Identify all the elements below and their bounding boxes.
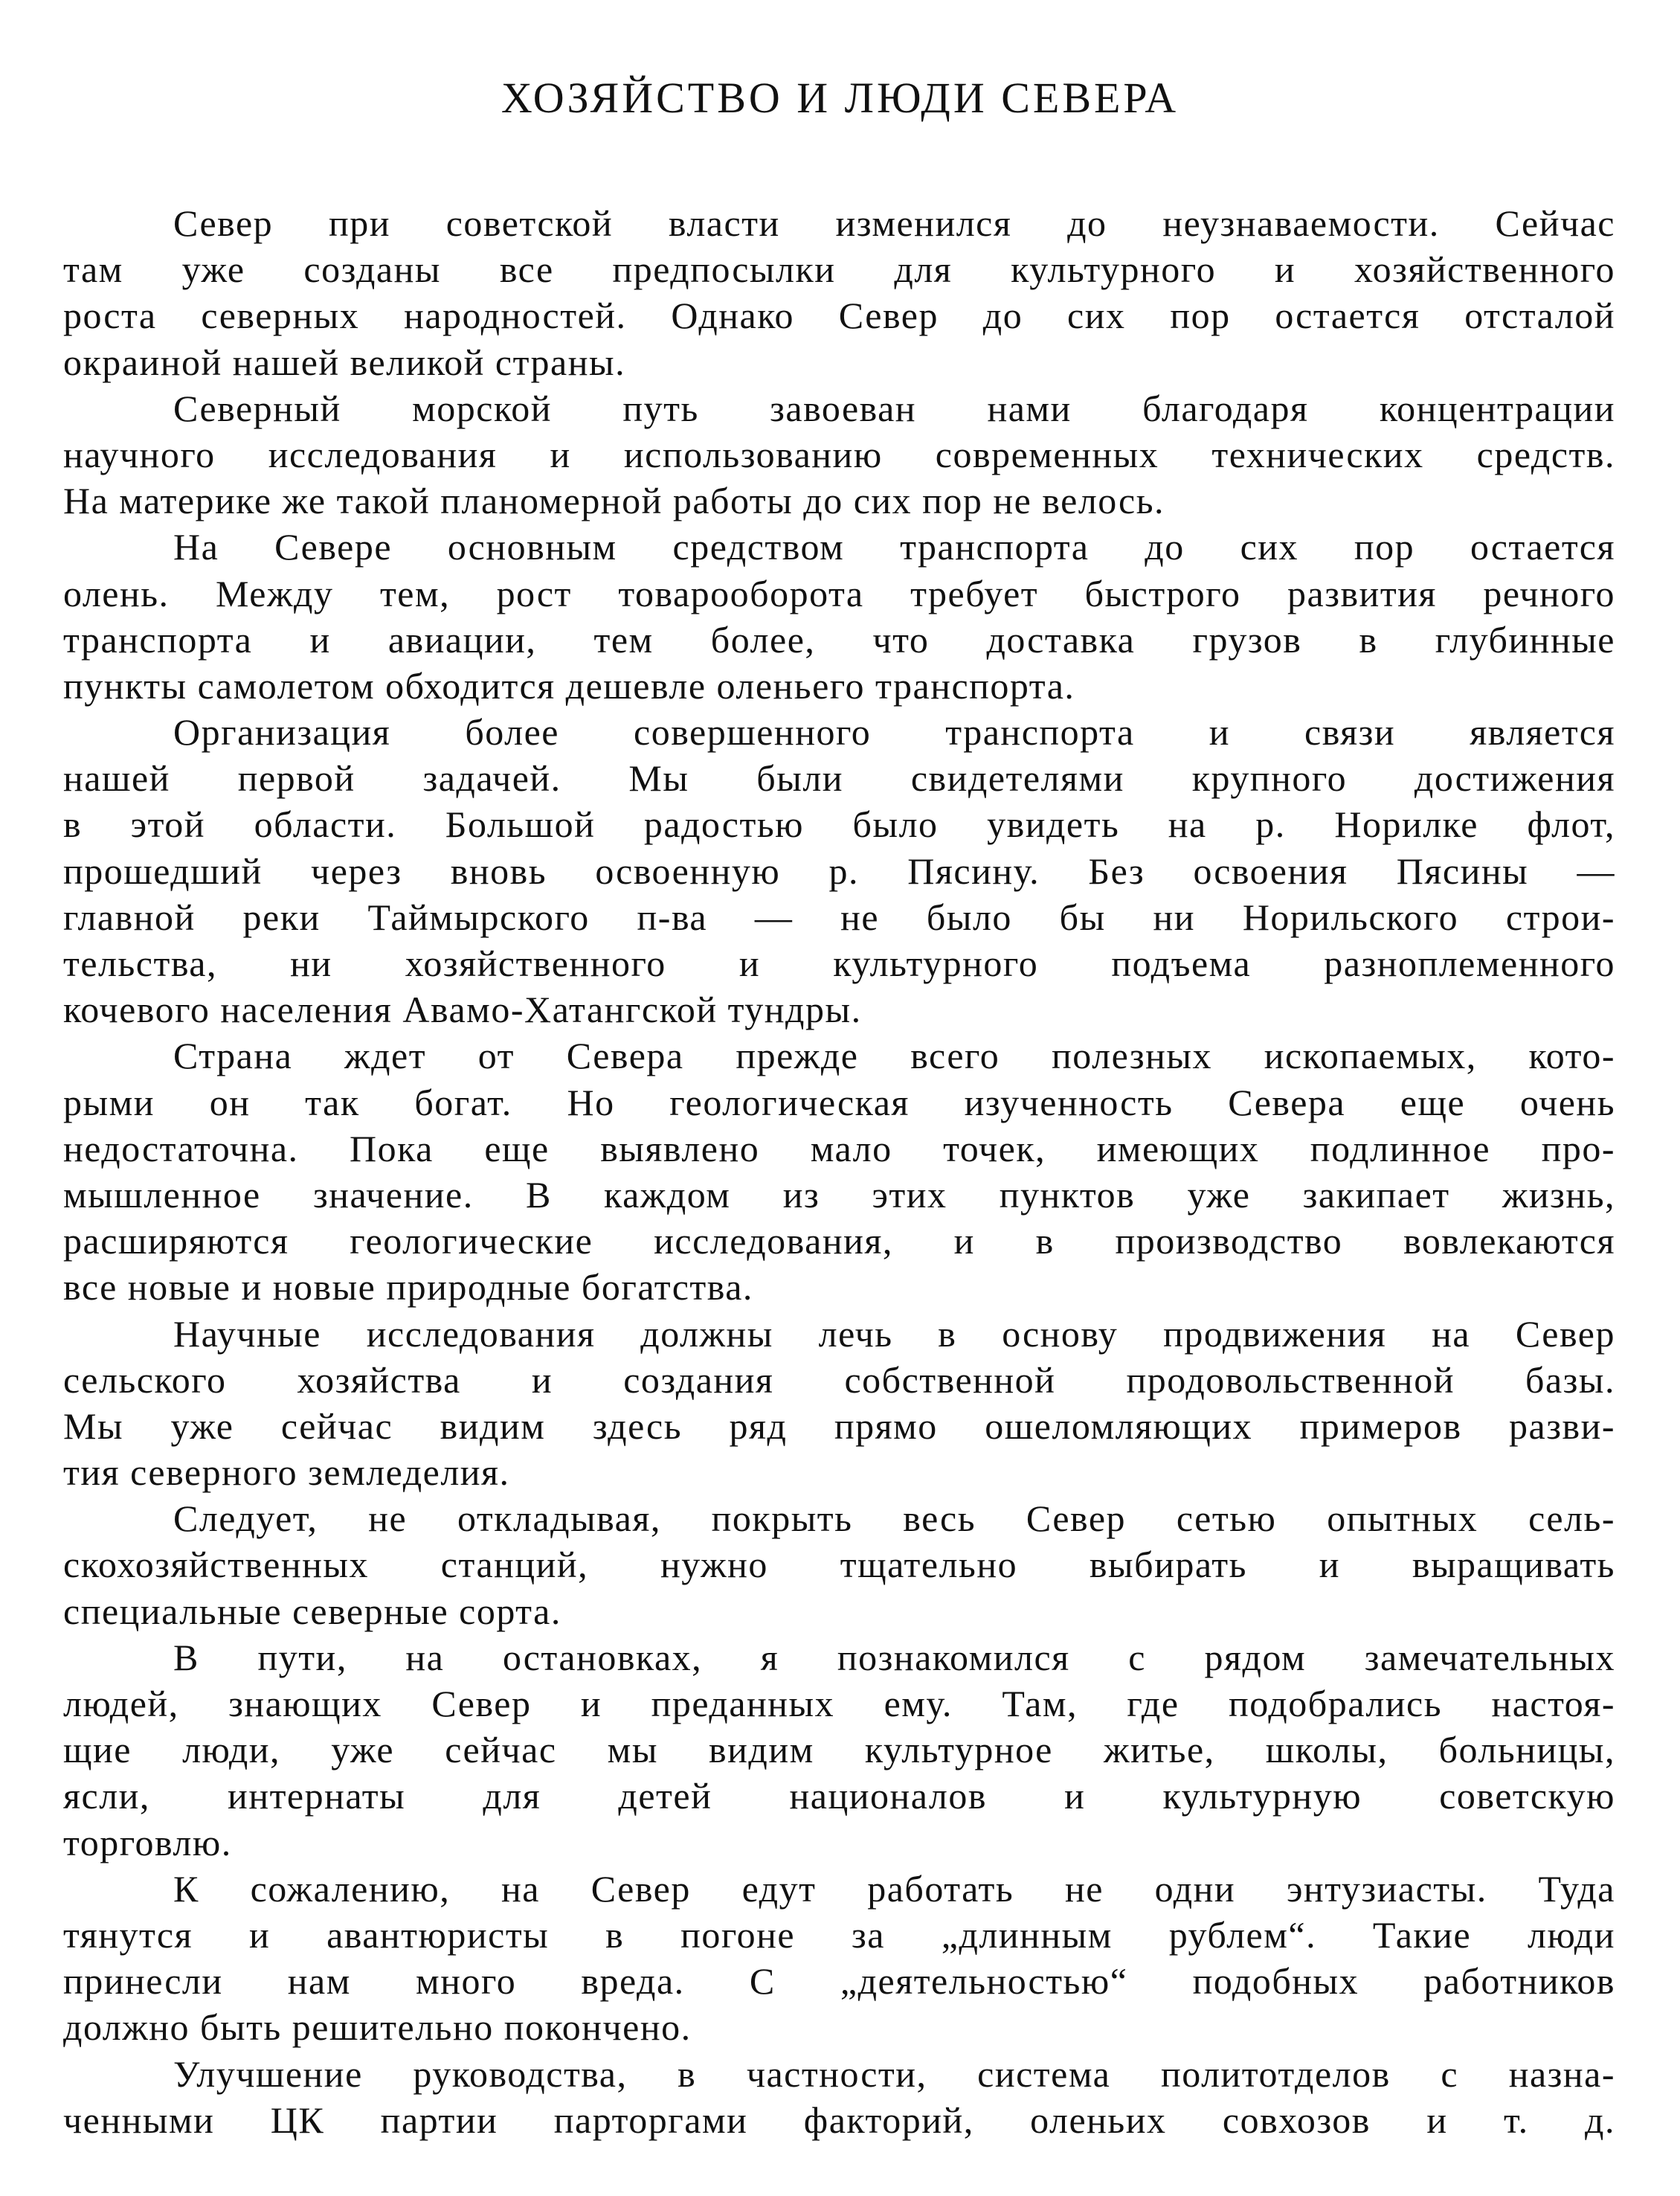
text-line: расширяются геологические исследования, и в производство вовлекаются xyxy=(63,1220,1615,1262)
text-line: ченными ЦК партии парторгами факторий, оленьих совхозов и т. д. xyxy=(63,2099,1615,2141)
text-line: Улучшение руководства, в частности, система политотделов с назна- xyxy=(173,2052,1615,2095)
paragraph xyxy=(63,524,1615,709)
text-line: должно быть решительно покончено. xyxy=(63,2006,692,2049)
paragraph xyxy=(63,1311,1615,1496)
text-line: Северный морской путь завоеван нами благодаря концентрации xyxy=(173,387,1615,429)
text-line: Организация более совершенного транспорта и связи является xyxy=(173,711,1615,754)
paragraph xyxy=(63,1033,1615,1310)
text-line: прошедший через вновь освоенную р. Пясину. Без освоения Пясины — xyxy=(63,850,1615,892)
text-line: в этой области. Большой радостью было увидеть на р. Норилке флот, xyxy=(63,803,1615,846)
body-text xyxy=(63,200,1615,2143)
text-line: все новые и новые природные богатства. xyxy=(63,1266,753,1309)
text-line: На материке же такой планомерной работы до сих пор не велось. xyxy=(63,480,1165,522)
text-line: кочевого населения Авамо-Хатангской тундры. xyxy=(63,989,862,1031)
text-line: тельства, ни хозяйственного и культурного подъема разноплеменного xyxy=(63,943,1615,984)
text-line: роста северных народностей. Однако Север до сих пор остается отсталой xyxy=(63,295,1615,337)
text-line: окраиной нашей великой страны. xyxy=(63,341,626,383)
paragraph xyxy=(63,709,1615,1033)
text-line: К сожалению, на Север едут работать не одни энтузиасты. Туда xyxy=(173,1867,1615,1910)
text-line: научного исследования и использованию современных технических средств. xyxy=(63,433,1615,475)
text-line: главной реки Таймырского п-ва — не было бы ни Норильского строи- xyxy=(63,896,1615,938)
text-line: Север при советской власти изменился до неузнаваемости. Сейчас xyxy=(173,202,1615,244)
text-line: Мы уже сейчас видим здесь ряд прямо ошеломляющих примеров разви- xyxy=(63,1404,1615,1447)
paragraph xyxy=(63,200,1615,385)
text-line: скохозяйственных станций, нужно тщательно выбирать и выращивать xyxy=(63,1544,1615,1586)
text-line: Страна ждет от Севера прежде всего полезных ископаемых, кото- xyxy=(173,1035,1615,1077)
paragraph xyxy=(63,1495,1615,1634)
text-line: ясли, интернаты для детей националов и культурную советскую xyxy=(63,1775,1615,1817)
text-line: специальные северные сорта. xyxy=(63,1590,561,1632)
text-line: олень. Между тем, рост товарооборота требует быстрого развития речного xyxy=(63,572,1615,614)
text-line: принесли нам много вреда. С „деятельностью“ подобных работников xyxy=(63,1960,1615,2003)
text-line: щие люди, уже сейчас мы видим культурное житье, школы, больницы, xyxy=(63,1729,1615,1771)
text-line: тянутся и авантюристы в погоне за „длинным рублем“. Такие люди xyxy=(63,1913,1615,1956)
paragraph xyxy=(63,1634,1615,1866)
text-line: сельского хозяйства и создания собственной продовольственной базы. xyxy=(63,1358,1615,1401)
text-line: транспорта и авиации, тем более, что доставка грузов в глубинные xyxy=(63,618,1615,661)
text-line: нашей первой задачей. Мы были свидетелями крупного достижения xyxy=(63,757,1615,800)
paragraph xyxy=(63,2051,1615,2143)
text-line: там уже созданы все предпосылки для культурного и хозяйственного xyxy=(63,248,1615,291)
text-line: рыми он так богат. Но геологическая изученность Севера еще очень xyxy=(63,1081,1615,1123)
paragraph xyxy=(63,385,1615,524)
text-line: В пути, на остановках, я познакомился с рядом замечательных xyxy=(173,1636,1615,1678)
paragraph xyxy=(63,1866,1615,2051)
text-line: людей, знающих Север и преданных ему. Там, где подобрались настоя- xyxy=(63,1683,1615,1724)
text-line: тия северного земледелия. xyxy=(63,1451,510,1494)
text-line: пункты самолетом обходится дешевле оленьего транспорта. xyxy=(63,664,1075,707)
text-line: Следует, не откладывая, покрыть весь Север сетью опытных сель- xyxy=(173,1497,1615,1540)
text-line: Научные исследования должны лечь в основу продвижения на Север xyxy=(173,1312,1615,1355)
text-line: На Севере основным средством транспорта до сих пор остается xyxy=(173,526,1615,568)
page-title: ХОЗЯЙСТВО И ЛЮДИ СЕВЕРА xyxy=(501,74,1179,122)
text-line: недостаточна. Пока еще выявлено мало точек, имеющих подлинное про- xyxy=(63,1127,1615,1169)
text-line: мышленное значение. В каждом из этих пунктов уже закипает жизнь, xyxy=(63,1173,1615,1216)
text-line: торговлю. xyxy=(63,1821,232,1863)
